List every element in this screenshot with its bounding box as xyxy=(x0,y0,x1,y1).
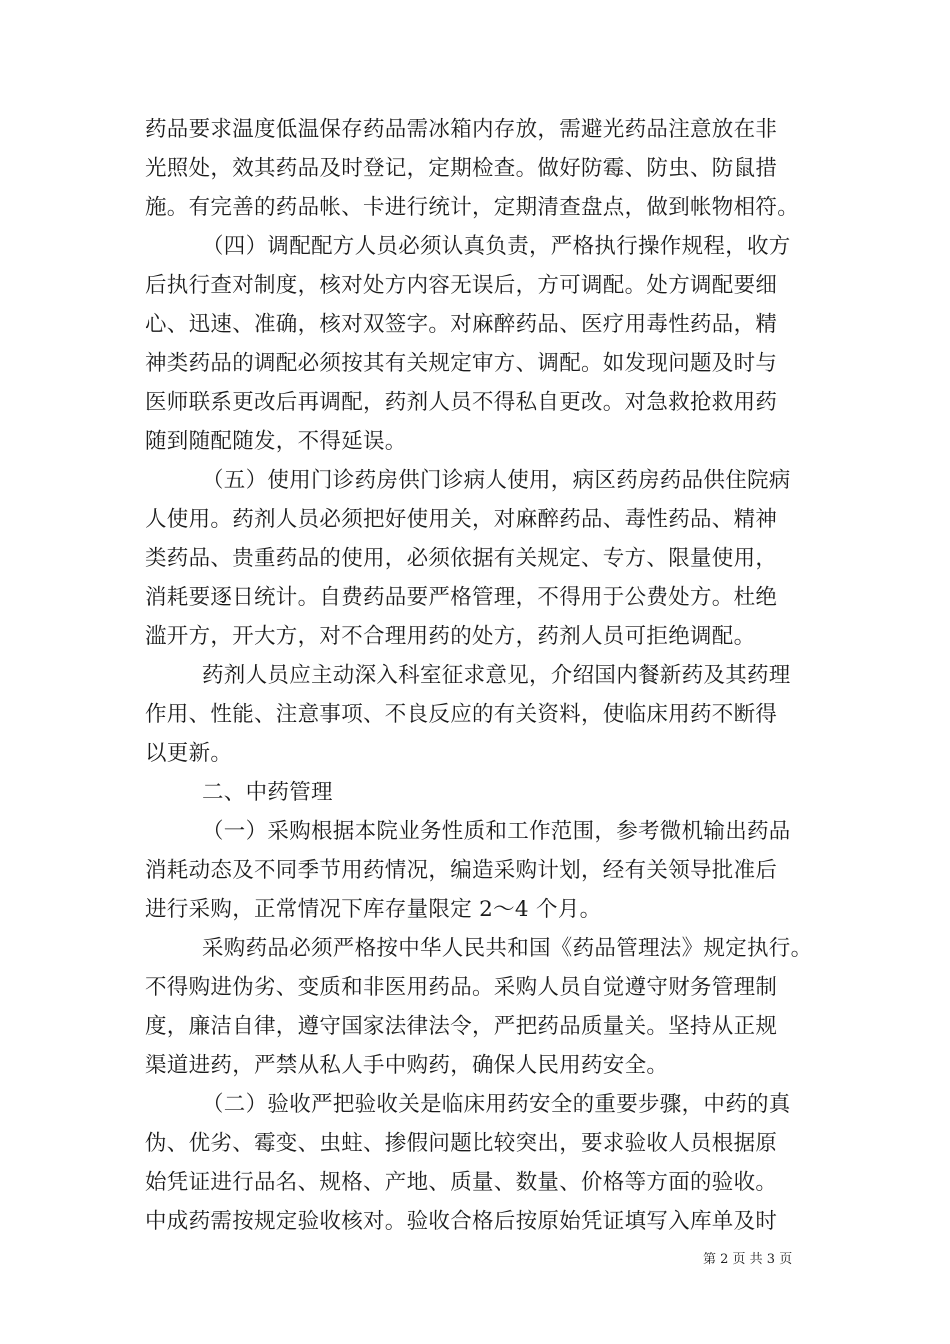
text-line: 进行采购，正常情况下库存量限定 2～4 个月。 xyxy=(145,897,602,922)
text-line: 消耗动态及不同季节用药情况，编造采购计划，经有关领导批准后 xyxy=(145,858,778,883)
text-line: 渠道进药，严禁从私人手中购药，确保人民用药安全。 xyxy=(145,1053,669,1078)
body-text xyxy=(145,110,815,1241)
text-line: 类药品、贵重药品的使用，必须依据有关规定、专方、限量使用， xyxy=(145,546,778,571)
paragraph-start-inspection: （二）验收严把验收关是临床用药安全的重要步骤，中药的真 xyxy=(202,1092,791,1117)
text-line: 随到随配随发，不得延误。 xyxy=(145,429,407,454)
text-line: 不得购进伪劣、变质和非医用药品。采购人员自觉遵守财务管理制 xyxy=(145,975,778,1000)
paragraph-start-procurement: （一）采购根据本院业务性质和工作范围，参考微机输出药品 xyxy=(202,819,791,844)
text-line: 中成药需按规定验收核对。验收合格后按原始凭证填写入库单及时 xyxy=(145,1209,778,1234)
paragraph-start-5: （五）使用门诊药房供门诊病人使用，病区药房药品供住院病 xyxy=(202,468,791,493)
text-line: 消耗要逐日统计。自费药品要严格管理，不得用于公费处方。杜绝 xyxy=(145,585,778,610)
paragraph-start-law: 采购药品必须严格按中华人民共和国《药品管理法》规定执行。 xyxy=(202,936,813,961)
text-line: 施。有完善的药品帐、卡进行统计，定期清查盘点，做到帐物相符。 xyxy=(145,195,800,220)
text-line: 度，廉洁自律，遵守国家法律法令，严把药品质量关。坚持从正规 xyxy=(145,1014,778,1039)
text-line: 光照处，效其药品及时登记，定期检查。做好防霉、防虫、防鼠措 xyxy=(145,156,778,181)
section-heading-tcm: 二、中药管理 xyxy=(202,780,333,805)
text-line: 作用、性能、注意事项、不良反应的有关资料，使临床用药不断得 xyxy=(145,702,778,727)
text-line: 滥开方，开大方，对不合理用药的处方，药剂人员可拒绝调配。 xyxy=(145,624,756,649)
text-line: 始凭证进行品名、规格、产地、质量、数量、价格等方面的验收。 xyxy=(145,1170,778,1195)
paragraph-start-4: （四）调配配方人员必须认真负责，严格执行操作规程，收方 xyxy=(202,234,791,259)
paragraph-start-consultation: 药剂人员应主动深入科室征求意见，介绍国内餐新药及其药理 xyxy=(202,663,791,688)
text-line: 心、迅速、准确，核对双签字。对麻醉药品、医疗用毒性药品，精 xyxy=(145,312,778,337)
text-line: 药品要求温度低温保存药品需冰箱内存放，需避光药品注意放在非 xyxy=(145,117,778,142)
page-number: 第 2 页 共 3 页 xyxy=(703,1252,793,1267)
text-line: 神类药品的调配必须按其有关规定审方、调配。如发现问题及时与 xyxy=(145,351,778,376)
text-line: 人使用。药剂人员必须把好使用关，对麻醉药品、毒性药品、精神 xyxy=(145,507,778,532)
text-line: 以更新。 xyxy=(145,741,233,766)
text-line: 后执行查对制度，核对处方内容无误后，方可调配。处方调配要细 xyxy=(145,273,778,298)
text-line: 医师联系更改后再调配，药剂人员不得私自更改。对急救抢救用药 xyxy=(145,390,778,415)
text-line: 伪、优劣、霉变、虫蛀、掺假问题比较突出，要求验收人员根据原 xyxy=(145,1131,778,1156)
